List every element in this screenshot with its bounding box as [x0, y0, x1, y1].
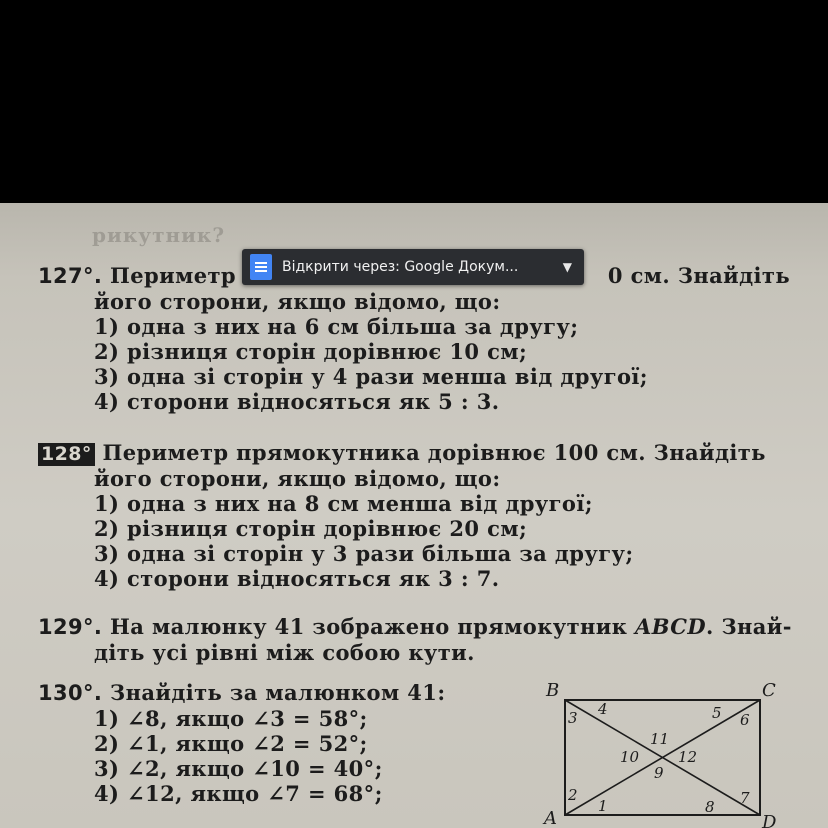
vertex-label-b: B [546, 680, 560, 701]
angle-label: 1 [598, 797, 608, 815]
list-item: 4) ∠12, якщо ∠7 = 68°; [94, 781, 383, 806]
problem-text: . Знай- [706, 614, 792, 639]
list-item: 4) сторони відносяться як 5 : 3. [94, 389, 500, 414]
angle-label: 4 [598, 700, 608, 718]
problem-text: 0 см. Знайдіть [607, 263, 790, 288]
list-item: 2) ∠1, якщо ∠2 = 52°; [94, 731, 368, 756]
rectangle-name: ABCD [635, 614, 707, 639]
problem-128 [38, 440, 798, 591]
list-item: 2) різниця сторін дорівнює 10 см; [94, 339, 528, 364]
list-item: 1) ∠8, якщо ∠3 = 58°; [94, 706, 368, 731]
angle-label: 7 [740, 789, 750, 807]
list-item: 3) ∠2, якщо ∠10 = 40°; [94, 756, 383, 781]
problem-number: 130°. [38, 681, 103, 705]
angle-label: 6 [740, 711, 750, 729]
problem-text: Периметр [110, 263, 236, 288]
list-item: 1) одна з них на 8 см менша від другої; [94, 491, 593, 516]
chevron-down-icon[interactable]: ▼ [562, 260, 572, 274]
angle-label: 8 [705, 798, 715, 816]
angle-label: 10 [620, 748, 640, 766]
list-item: 2) різниця сторін дорівнює 20 см; [94, 516, 528, 541]
list-item: 4) сторони відносяться як 3 : 7. [94, 566, 500, 591]
google-docs-icon [250, 254, 272, 280]
angle-label: 3 [568, 709, 578, 727]
problem-text: Знайдіть за малюнком 41: [110, 680, 446, 705]
list-item: 3) одна зі сторін у 3 рази більша за другу; [94, 541, 634, 566]
problem-text: діть усі рівні між собою кути. [94, 640, 475, 665]
rectangle-figure [540, 678, 790, 828]
problem-130 [38, 680, 538, 806]
list-item: 3) одна зі сторін у 4 рази менша від другої; [94, 364, 648, 389]
list-item: 1) одна з них на 6 см більша за другу; [94, 314, 579, 339]
problem-129 [38, 614, 798, 665]
vertex-label-c: C [762, 680, 776, 701]
angle-label: 2 [568, 786, 578, 804]
angle-label: 9 [654, 764, 664, 782]
angle-label: 11 [650, 730, 670, 748]
problem-127 [38, 263, 798, 414]
open-with-google-docs-toast[interactable] [242, 249, 584, 285]
open-with-label: Відкрити через: Google Докум... [282, 259, 519, 275]
problem-128-line1 [38, 440, 798, 466]
faded-previous-text: рикутник? [92, 223, 226, 247]
vertex-label-d: D [762, 812, 777, 828]
problem-number: 127°. [38, 264, 103, 288]
problem-130-line1 [38, 680, 538, 706]
problem-text: його сторони, якщо відомо, що: [94, 289, 501, 314]
problem-number: 129°. [38, 615, 103, 639]
problem-text: На малюнку 41 зображено прямокутник [110, 614, 636, 639]
angle-label: 12 [678, 748, 698, 766]
problem-129-line1 [38, 614, 798, 640]
vertex-label-a: A [544, 808, 557, 828]
problem-number-badge: 128° [38, 443, 95, 466]
problem-text: його сторони, якщо відомо, що: [94, 466, 501, 491]
problem-text: Периметр прямокутника дорівнює 100 см. Знайдіть [102, 440, 766, 465]
angle-label: 5 [712, 704, 722, 722]
